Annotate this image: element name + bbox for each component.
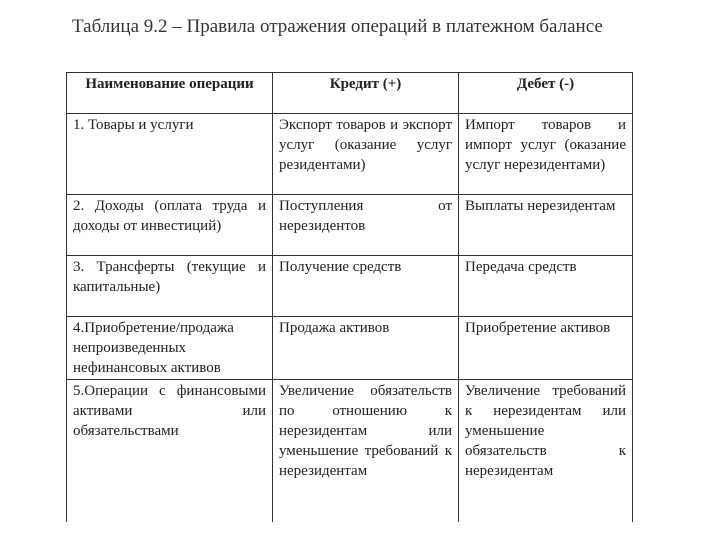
operation-cell: 4.Приобретение/продажа непроизведенных нефинансовых активов — [67, 317, 273, 380]
table-row — [67, 114, 633, 195]
header-debit: Дебет (-) — [459, 73, 633, 114]
table-caption: Таблица 9.2 – Правила отражения операций в платежном балансе — [72, 16, 603, 37]
debit-cell: Увеличение требований к нерезидентам или уменьшение обязательств к нерезидентам — [459, 380, 633, 523]
operation-cell: 1. Товары и услуги — [67, 114, 273, 195]
header-credit: Кредит (+) — [273, 73, 459, 114]
credit-cell: Продажа активов — [273, 317, 459, 380]
table-row — [67, 380, 633, 523]
header-operation: Наименование операции — [67, 73, 273, 114]
debit-cell: Импорт товаров и импорт услуг (оказание услуг нерезидентами) — [459, 114, 633, 195]
credit-cell: Увеличение обязательств по отношению к нерезидентам или уменьшение требований к нерезидентам — [273, 380, 459, 523]
debit-cell: Приобретение активов — [459, 317, 633, 380]
debit-cell: Выплаты нерезидентам — [459, 195, 633, 256]
operation-cell: 2. Доходы (оплата труда и доходы от инвестиций) — [67, 195, 273, 256]
credit-cell: Поступления от нерезидентов — [273, 195, 459, 256]
table-row — [67, 317, 633, 380]
credit-cell: Экспорт товаров и экспорт услуг (оказание услуг резидентами) — [273, 114, 459, 195]
operation-cell: 3. Трансферты (текущие и капитальные) — [67, 256, 273, 317]
table-row — [67, 256, 633, 317]
debit-cell: Передача средств — [459, 256, 633, 317]
table-row — [67, 195, 633, 256]
table-header-row — [67, 73, 633, 114]
credit-cell: Получение средств — [273, 256, 459, 317]
balance-of-payments-table — [66, 72, 633, 522]
operation-cell: 5.Операции с финансовыми активами или обязательствами — [67, 380, 273, 523]
